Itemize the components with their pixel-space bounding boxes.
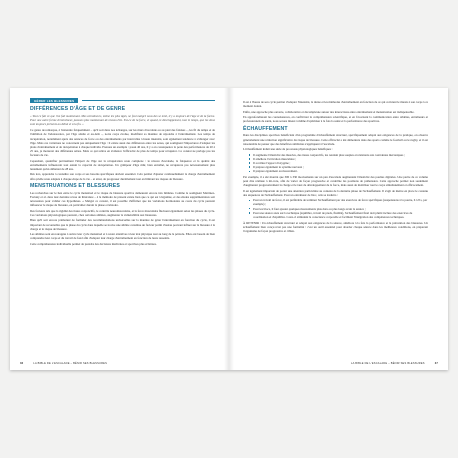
book-spread	[10, 88, 448, 370]
list-item: Il accélère l'apport d'oxygène ;	[249, 161, 428, 165]
paragraph: Enfin, une approche plus ouverte, collaborative et décomplexée autour des interactions entre entraînement et menstruation est indispensable.	[243, 109, 415, 114]
section-tag-rule	[82, 100, 215, 101]
right-page	[229, 88, 448, 370]
paragraph: Dans les disciplines sportives bénéficiant d'un programme d'échauffement structuré, spécifiquement adapté aux exigences de la pratique, on observe généralement une réduction significative du risque de blessure. Cette efficacité a été démontrée dans des sports comme le football ou le rugby, et il est raisonnable de penser que des bénéfices similaires s'appliquent à l'escalade.	[243, 133, 428, 146]
right-footer	[351, 362, 438, 365]
heading-age-gender: DIFFÉRENCES D'ÂGE ET DE GENRE	[30, 106, 126, 113]
paragraph: Par exemple, il a été montré que 300 à 330 mouvements sur un pan d'escalade augmentent l'élasticité des poulies digitales. Une partie de ce volume peut être réalisée à mi-voie, afin de varier de façon progressive et contrôlée les positions de préhension. Cette approche permet non seulement d'augmenter progressivement la charge et le taux de développement de la force, mais aussi de mobiliser tout le corps simultanément et efficacement.	[243, 174, 428, 188]
takeaway-paragraph: À RETENIR : Un échauffement structuré et adapté aux exigences de la séance, améliore à la fois la performance et la prévention des blessures. Un échauffement bien conçu n'est pas une formalité : c'est un outil essentiel pour aborder chaque séance dans les meilleures conditions, en préparant l'organisme de façon progressive et ciblée.	[243, 220, 428, 233]
list-item: Il prépare également au mouvement.	[249, 169, 428, 173]
left-page	[10, 88, 229, 370]
right-text-column	[243, 100, 428, 234]
paragraph: Les recherches sur le lien entre le cycle menstruel et le risque de blessure sportive demeurent encore très limitées. Comme le soulignent Martinez-Fortuny et al. dans leur dernière revue de littérature – à la mémoire de présent existe bien que ce qui est à légumée, et des études supplémentaires soit nécessaires pour valider ces hypothèses. « Malgré ce constat, il est possible d'affirmer que les variations hormonales au cours du cycle peuvent influencer le risque de blessure, en particulier durant la phase ovulatoire.	[30, 190, 215, 208]
paragraph: L'échauffement induit une série de processus physiologiques bénéfiques :	[243, 147, 333, 152]
paragraph: En approfondissant les connaissances, en conflictant la compréhension scientifique, et en favorisant la communication entre athlètes, entraîneurs et professionnels de santé, nous serons mieux à même d'optimiser à la fois la santé et la performance des sportives.	[243, 115, 428, 124]
list-item: Pour un travail de force, il est préférable de terminer l'échauffement par des exercices de force spécifiques (suspensions à la poutre, 6 à 8 s, par exemple) ;	[249, 198, 428, 206]
warmup-benefits-list	[249, 153, 428, 173]
paragraph: Bien qu'il soit encore prématuré de formuler des recommandations universelles sur la manière de gérer l'entraînement en fonction du cycle, il est important de reconnaître que la phase du cycle dans laquelle se trouve une athlète constitue un facteur parmi d'autres pouvant influer sur la blessure à la charge et le risque de blessure.	[30, 218, 215, 231]
running-title: LA BIBLE DE L'ESCALADE – BÉNIR SES BLESSURES	[350, 362, 425, 365]
heading-menstruation: MENSTRUATIONS ET BLESSURES	[30, 183, 120, 190]
page-number: 36	[20, 362, 24, 365]
list-item: Pour une séance axée sur la technique (équilibre, travail de pieds, fluidité), l'échauffement final doit plutôt inclure des exercices de coordination et d'équilibre. Ceux-ci stimulent la conscience corporelle et facilitent l'intégration des compétences techniques.	[249, 211, 428, 219]
paragraph: Les athlètes sont encouragées à suivre leur cycle menstruel et à rester attentives à leur état physique tout au long de la période. Elles ont besoin de bien comprendre leur corps et du travail de fond afin d'adapter leur charge d'entraînement en fonction de leurs ressentis.	[30, 232, 215, 241]
paragraph: Il est également important de porter une attention particulière au contenu de la dernière phase de l'échauffement. Il s'agit de mettre en place le contenu des séquences de l'échauffement. Pour un entraîneur de bloc, cela se traduira :	[243, 188, 428, 197]
paragraph: Dès lors, apprendre à connaître son corps et ses besoins spécifiques devient essentiel. Cela permet d'ajuster continuellement la charge d'entraînement afin qu'elle reste adaptée à chaque étape de la vie – et ainsi, de progresser durablement tout en limitant les risques de blessure.	[30, 172, 215, 181]
list-item: Pour les blocs, il faut ajouter quelques mouvements plus durs ou plus longs avant la séance ;	[249, 207, 428, 211]
paragraph: Cependant, quantifier précisément l'impact de l'âge sur la récupération reste complexe : le niveau d'escalade, la fréquence et la qualité des entraînements influencent tout autant la capacité de récupération. Un grimpeur d'âge mûr, bien entraîné, ne récupérera pas nécessairement plus lentement qu'un débutant de 28 ans.	[30, 158, 215, 171]
heading-warmup: ÉCHAUFFEMENT	[243, 125, 288, 132]
list-item: Il augmente l'élasticité des muscles, des tissus conjonctifs, les rendant plus souples et résistants aux contraintes mécaniques ;	[249, 153, 428, 157]
intro-quote: « Tout ce fait ce que l'on fait maintenant. Mes entraîneurs, même les plus âgés, ne font malgré nous des se miel, il y a toujours de l'âge et de la forme. Pour une autre forme d'entraîneur, passons plus maintenant de niveau être. Est-ce de la force, et quand, le développement, tout le temps, que les deux sont toujours présents au début et à la fin. »	[30, 113, 215, 127]
section-tag-label: GÉRER LES BLESSURES	[30, 98, 78, 103]
page-number: 37	[434, 362, 438, 365]
paragraph: Des facteurs tels que la rigidité des tissus conjonctifs, le contrôle neuromusculaire, et la force musculaire fluctuent également selon les phases du cycle. Ces variations physiologiques peuvent, chez certaines athlètes, augmenter la vulnérabilité aux blessures.	[30, 208, 215, 217]
list-item: Il améliore l'activation musculaire ;	[249, 157, 428, 161]
paragraph: Il est à l'heure de son cycle permet d'adapter l'intensité, la durée et les méthodes d'entraînement en fonction de ce qui convient le mieux à son corps à ce moment donné.	[243, 100, 428, 109]
warmup-phase-list	[249, 198, 428, 218]
running-title: LA BIBLE DE L'ESCALADE – BÉNIR SES BLESSURES	[33, 362, 108, 365]
list-item: Il prépare également le système nerveux ;	[249, 165, 428, 169]
left-footer	[20, 362, 107, 365]
paragraph: Cette compréhension individuelle permet de prendre des décisions médicales et sportives plus éclairées.	[30, 241, 157, 246]
paragraph: Ce genre de remarque, à l'entendre fréquemment – qu'il soit dans nos échanges, sur les murs d'escalade ou au pied des falaises –, les fil du temps et de l'ambition de l'adolescence, par l'âge adulte et au-delà –, notre corps évolue, modifiant sa manière de répondre à l'entraînement. Les temps de récupération, notamment après des séances de force ou des entraînements par intervalles à haute intensité, sont également tendance à s'allonger avec l'âge. Mais ces variations ne concernent pas uniquement l'âge : il existe aussi des différences entre les sexes, qui soulignent l'importance d'adapter les plans d'entraînement et de récupération à chaque individu. Prenons un exemple : passé 40 ans, il y a en conséquence la perte des performances de 20 à 25 ans, je monterai des différentes séries. Mais ce qui relève en évidence l'efficacité de plus de temps pour récupérer. Ce constat ne parlage pas les facteurs de vie.	[30, 128, 215, 158]
left-text-column	[30, 98, 215, 247]
section-tag	[30, 98, 215, 103]
